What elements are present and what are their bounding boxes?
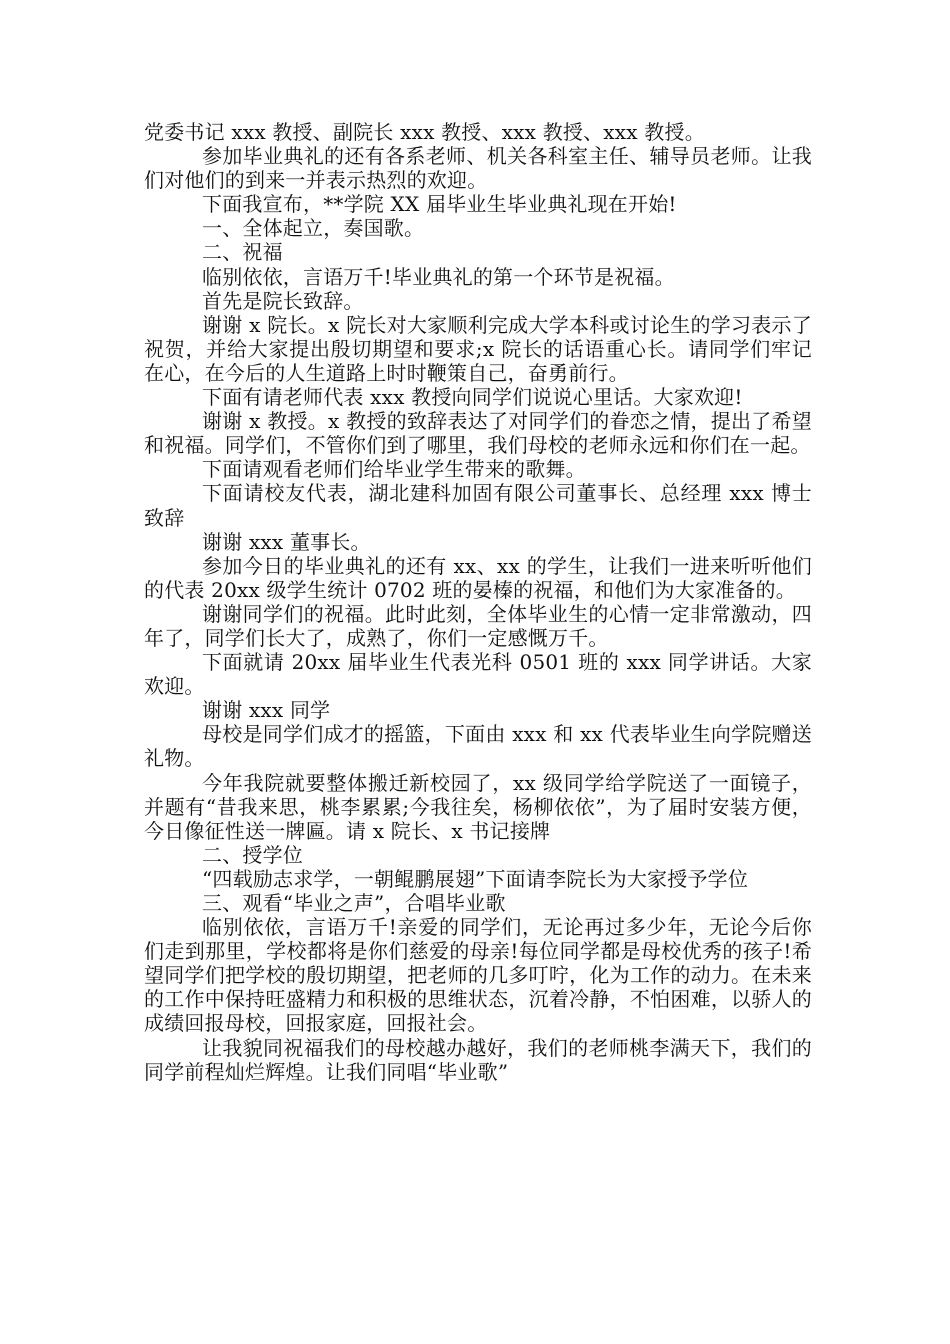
paragraph: 谢谢 x 教授。x 教授的致辞表达了对同学们的眷恋之情，提出了希望和祝福。同学们，不管你们到了哪里，我们母校的老师永远和你们在一起。 <box>144 409 812 458</box>
paragraph: 参加今日的毕业典礼的还有 xx、xx 的学生，让我们一进来听听他们的代表 20xx 级学生统计 0702 班的晏榛的祝福，和他们为大家准备的。 <box>144 553 812 602</box>
paragraph: 下面我宣布，**学院 XX 届毕业生毕业典礼现在开始! <box>202 192 677 217</box>
section-heading: 一、全体起立，奏国歌。 <box>202 216 425 241</box>
paragraph: 谢谢同学们的祝福。此时此刻，全体毕业生的心情一定非常激动，四年了，同学们长大了，成熟了，你们一定感慨万千。 <box>144 601 812 650</box>
section-heading: 二、祝福 <box>202 240 283 265</box>
section-heading: 二、授学位 <box>202 842 303 867</box>
section-heading: 三、观看“毕业之声”，合唱毕业歌 <box>202 891 506 915</box>
paragraph: 首先是院长致辞。 <box>202 288 364 313</box>
paragraph: 下面请观看老师们给毕业学生带来的歌舞。 <box>202 457 586 482</box>
paragraph: 党委书记 xxx 教授、副院长 xxx 教授、xxx 教授、xxx 教授。 <box>144 120 705 144</box>
paragraph: 让我貌同祝福我们的母校越办越好，我们的老师桃李满天下，我们的同学前程灿烂辉煌。让我们同唱“毕业歌” <box>144 1035 812 1084</box>
paragraph: 谢谢 x 院长。x 院长对大家顺利完成大学本科或讨论生的学习表示了祝贺，并给大家提出殷切期望和要求;x 院长的话语重心长。请同学们牢记在心，在今后的人生道路上时时鞭策自己，奋勇前行。 <box>144 312 812 385</box>
paragraph: 临别依依，言语万千!毕业典礼的第一个环节是祝福。 <box>202 264 675 289</box>
paragraph: “四载励志求学，一朝鲲鹏展翅”下面请李院长为大家授予学位 <box>202 866 749 891</box>
document-body <box>144 120 812 1084</box>
paragraph: 下面就请 20xx 届毕业生代表光科 0501 班的 xxx 同学讲话。大家欢迎。 <box>144 650 812 699</box>
paragraph: 谢谢 xxx 董事长。 <box>202 529 371 554</box>
paragraph: 临别依依，言语万千!亲爱的同学们，无论再过多少年，无论今后你们走到那里，学校都将是你们慈爱的母亲!每位同学都是母校优秀的孩子!希望同学们把学校的殷切期望，把老师的几多叮咛，化为工作的动力。在未来的工作中保持旺盛精力和积极的思维状态，沉着冷静，不怕困难，以骄人的成绩回报母校，回报家庭，回报社会。 <box>144 915 812 1036</box>
paragraph: 谢谢 xxx 同学 <box>202 698 331 723</box>
paragraph: 下面有请老师代表 xxx 教授向同学们说说心里话。大家欢迎! <box>202 385 743 410</box>
paragraph: 今年我院就要整体搬迁新校园了，xx 级同学给学院送了一面镜子，并题有“昔我来思，桃李累累;今我往矣，杨柳依依”，为了届时安装方便，今日像征性送一牌匾。请 x 院长、x 书记接牌 <box>144 770 812 843</box>
paragraph: 下面请校友代表，湖北建科加固有限公司董事长、总经理 xxx 博士致辞 <box>144 481 812 530</box>
paragraph: 参加毕业典礼的还有各系老师、机关各科室主任、辅导员老师。让我们对他们的到来一并表示热烈的欢迎。 <box>144 144 812 193</box>
paragraph: 母校是同学们成才的摇篮，下面由 xxx 和 xx 代表毕业生向学院赠送礼物。 <box>144 722 812 771</box>
